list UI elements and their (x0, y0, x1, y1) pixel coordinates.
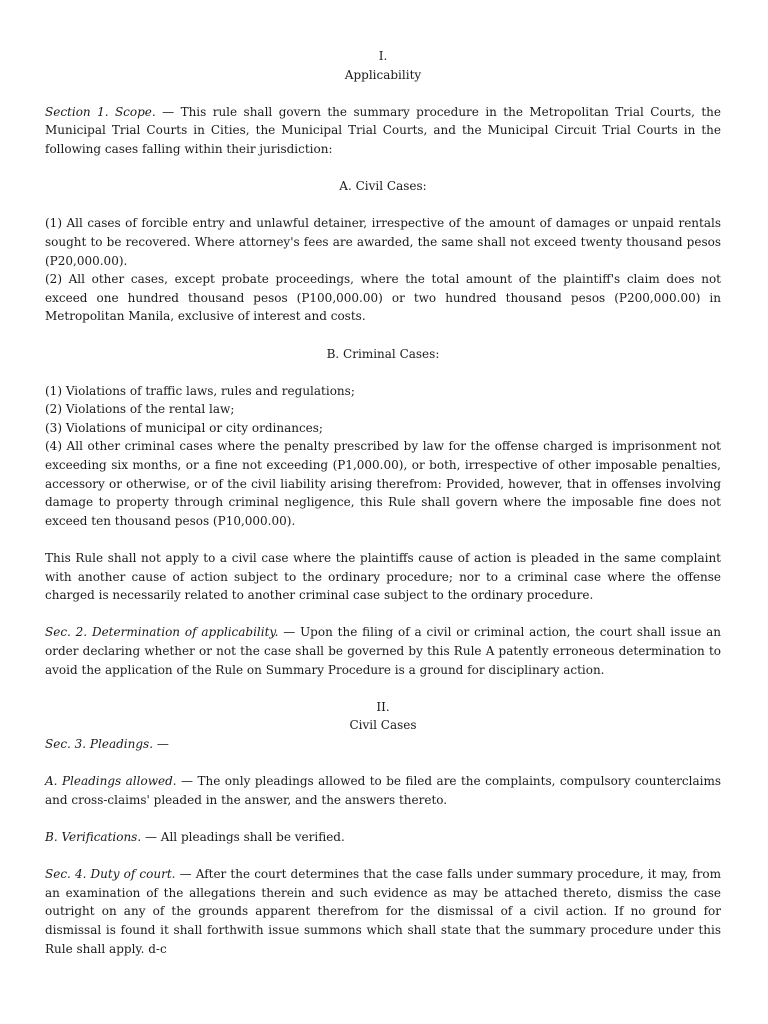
section-1-text: — This rule shall govern the summary procedure in the Metropolitan Trial Courts, the Municipal Trial Courts in Cities, the Municipal Trial Courts, and the Municipal Circuit Trial Courts in the following cases falling within their jurisdiction: (45, 104, 721, 156)
criminal-item: (2) Violations of the rental law; (45, 402, 235, 417)
part-heading: Civil Cases (349, 718, 417, 733)
civil-item: (2) All other cases, except probate proceedings, where the total amount of the plaintiff's claim does not exceed one hundred thousand pesos (P100,000.00) or two hundred thousand pesos (P200,000.00) in Metropolitan Manila, exclusive of interest and costs. (45, 272, 721, 324)
part-numeral: I. (378, 49, 388, 63)
civil-cases-heading: A. Civil Cases: (339, 179, 427, 194)
section-4-text: — After the court determines that the case falls under summary procedure, it may, from an examination of the allegations therein and such evidence as may be attached thereto, dismiss the case outright on any of the grounds apparent therefrom for the dismissal of a civil action. If no ground for dismissal is found it shall forthwith issue summons which shall state that the summary procedure under this Rule shall apply. d-c (45, 867, 722, 956)
section-2-label: Sec. 2. Determination of applicability. (45, 625, 279, 640)
verifications-text: — All pleadings shall be verified. (141, 829, 345, 844)
section-4-label: Sec. 4. Duty of court. (45, 867, 176, 882)
pleadings-allowed-text: — The only pleadings allowed to be filed are the complaints, compulsory counterclaims and cross-claims' pleaded in the answer, and the answers thereto. (45, 774, 721, 807)
section-2 (45, 623, 721, 679)
part-heading: Applicability (344, 67, 422, 82)
section-2-text: — Upon the filing of a civil or criminal action, the court shall issue an order declaring whether or not the case shall be governed by this Rule A patently erroneous determination to avoid the application of the Rule on Summary Procedure is a ground for disciplinary action. (45, 625, 721, 677)
section-3-label: Sec. 3. Pleadings. (45, 736, 154, 751)
section-1 (45, 103, 721, 159)
pleadings-allowed (45, 772, 721, 809)
criminal-item: (3) Violations of municipal or city ordinances; (45, 420, 323, 435)
section-1-label: Section 1. Scope. (45, 104, 156, 119)
civil-item: (1) All cases of forcible entry and unlawful detainer, irrespective of the amount of damages or unpaid rentals sought to be recovered. Where attorney's fees are awarded, the same shall not exceed twenty thousand pesos (P20,000.00). (45, 216, 721, 268)
part-numeral: II. (376, 699, 390, 714)
verifications-label: B. Verifications. (45, 829, 142, 844)
criminal-cases-heading: B. Criminal Cases: (326, 346, 440, 361)
pleadings-allowed-label: A. Pleadings allowed. (45, 774, 177, 789)
exclusion-paragraph: This Rule shall not apply to a civil case where the plaintiffs cause of action is pleaded in the same complaint with another cause of action subject to the ordinary procedure; nor to a criminal case where the offense charged is necessarily related to another criminal case subject to the ordinary procedure. (45, 551, 721, 603)
section-4 (45, 865, 721, 958)
verifications (45, 828, 721, 847)
document-page (45, 47, 721, 958)
section-3 (45, 735, 721, 754)
criminal-item: (4) All other criminal cases where the penalty prescribed by law for the offense charged is imprisonment not exceeding six months, or a fine not exceeding (P1,000.00), or both, irrespective of other imposable penalties, accessory or otherwise, or of the civil liability arising therefrom: Provided, however, that in offenses involving damage to property through criminal negligence, this Rule shall govern where the imposable fine does not exceed ten thousand pesos (P10,000.00). (45, 439, 721, 528)
section-3-text: — (153, 736, 169, 751)
criminal-item: (1) Violations of traffic laws, rules and regulations; (45, 383, 355, 398)
